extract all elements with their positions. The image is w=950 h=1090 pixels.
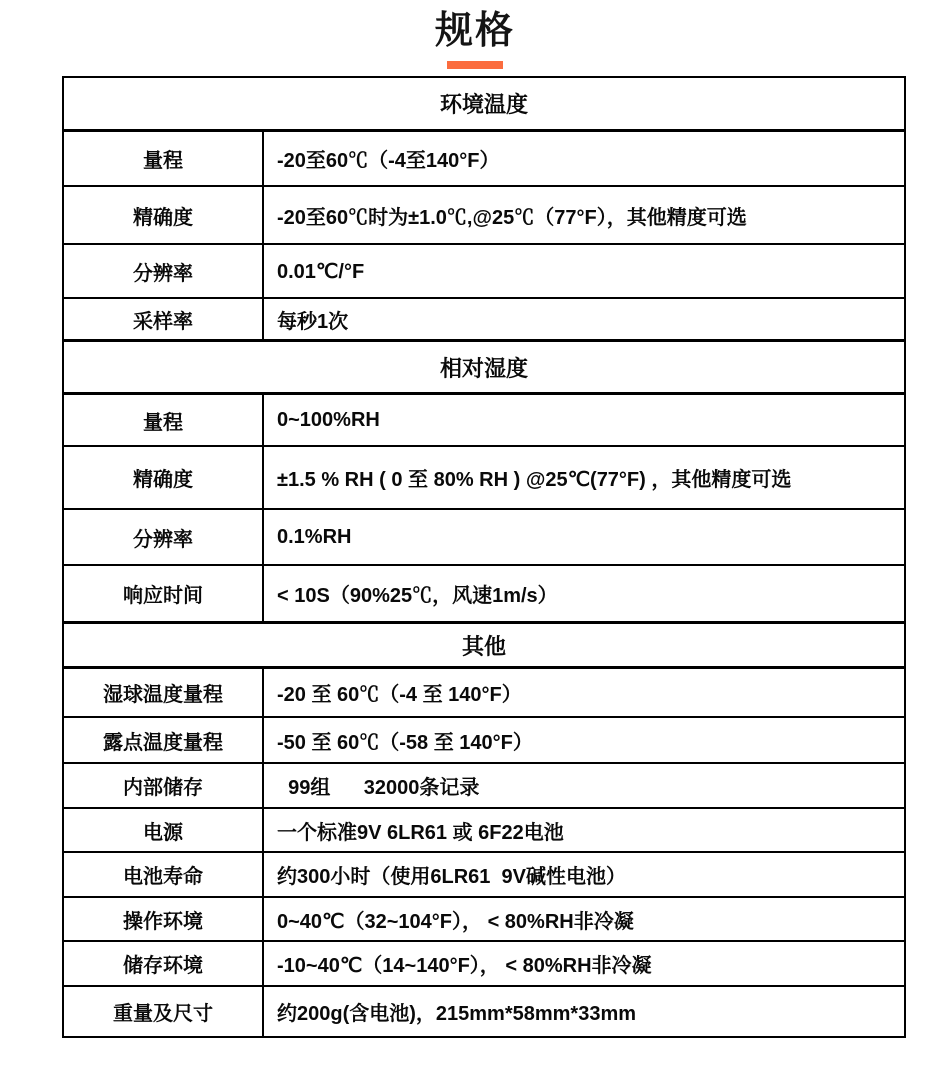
row-value: 约200g(含电池)，215mm*58mm*33mm xyxy=(277,1003,637,1025)
row-value: 0.1%RH xyxy=(277,525,352,548)
row-label: 分辨率 xyxy=(64,245,264,297)
table-row xyxy=(64,985,904,1036)
row-label: 分辨率 xyxy=(64,510,264,564)
row-label: 储存环境 xyxy=(64,942,264,985)
row-label: 湿球温度量程 xyxy=(64,669,264,716)
row-label: 精确度 xyxy=(64,447,264,508)
table-row xyxy=(64,395,904,445)
table-row xyxy=(64,896,904,940)
table-row xyxy=(64,445,904,508)
row-value: < 10S（90%25℃，风速1m/s） xyxy=(277,585,558,607)
table-row xyxy=(64,851,904,896)
table-row xyxy=(64,762,904,807)
row-value: 约300小时（使用6LR61 9V碱性电池） xyxy=(277,866,626,888)
row-label: 重量及尺寸 xyxy=(64,987,264,1036)
row-label: 露点温度量程 xyxy=(64,718,264,762)
row-label: 电池寿命 xyxy=(64,853,264,896)
section-header-ambient-temperature: 环境温度 xyxy=(64,78,904,132)
section-header-other: 其他 xyxy=(64,621,904,669)
table-row xyxy=(64,716,904,762)
row-label: 操作环境 xyxy=(64,898,264,940)
row-value: 一个标准9V 6LR61 或 6F22电池 xyxy=(277,821,564,844)
table-row xyxy=(64,132,904,185)
table-row xyxy=(64,508,904,564)
row-value: -20 至 60℃（-4 至 140°F） xyxy=(277,684,522,706)
title-underline xyxy=(447,61,503,69)
row-value: 99组 32000条记录 xyxy=(277,777,480,799)
row-value: 0~100%RH xyxy=(277,408,380,431)
table-row xyxy=(64,940,904,985)
row-label: 响应时间 xyxy=(64,566,264,621)
row-label: 电源 xyxy=(64,809,264,851)
row-value: 0.01℃/°F xyxy=(277,260,365,283)
row-value: -10~40℃（14~140°F）， < 80%RH非冷凝 xyxy=(277,955,652,977)
row-label: 量程 xyxy=(64,395,264,445)
table-row xyxy=(64,185,904,243)
row-label: 内部储存 xyxy=(64,764,264,807)
row-value: -50 至 60℃（-58 至 140°F） xyxy=(277,731,533,754)
row-label: 采样率 xyxy=(64,299,264,339)
row-label: 量程 xyxy=(64,132,264,185)
page-header xyxy=(0,8,950,69)
row-value: 0~40℃（32~104°F）， < 80%RH非冷凝 xyxy=(277,910,634,933)
spec-table xyxy=(62,76,906,1038)
row-value: 每秒1次 xyxy=(277,310,349,333)
table-row xyxy=(64,807,904,851)
table-row xyxy=(64,564,904,621)
row-value: ±1.5 % RH ( 0 至 80% RH ) @25℃(77°F) ，其他精度可选 xyxy=(277,469,792,491)
page-title: 规格 xyxy=(434,10,515,52)
table-row xyxy=(64,297,904,339)
table-row xyxy=(64,669,904,716)
row-value: -20至60℃时为±1.0℃,@25℃（77°F），其他精度可选 xyxy=(277,206,747,229)
row-label: 精确度 xyxy=(64,187,264,243)
row-value: -20至60℃（-4至140°F） xyxy=(277,150,500,172)
table-row xyxy=(64,243,904,297)
section-header-relative-humidity: 相对湿度 xyxy=(64,339,904,395)
